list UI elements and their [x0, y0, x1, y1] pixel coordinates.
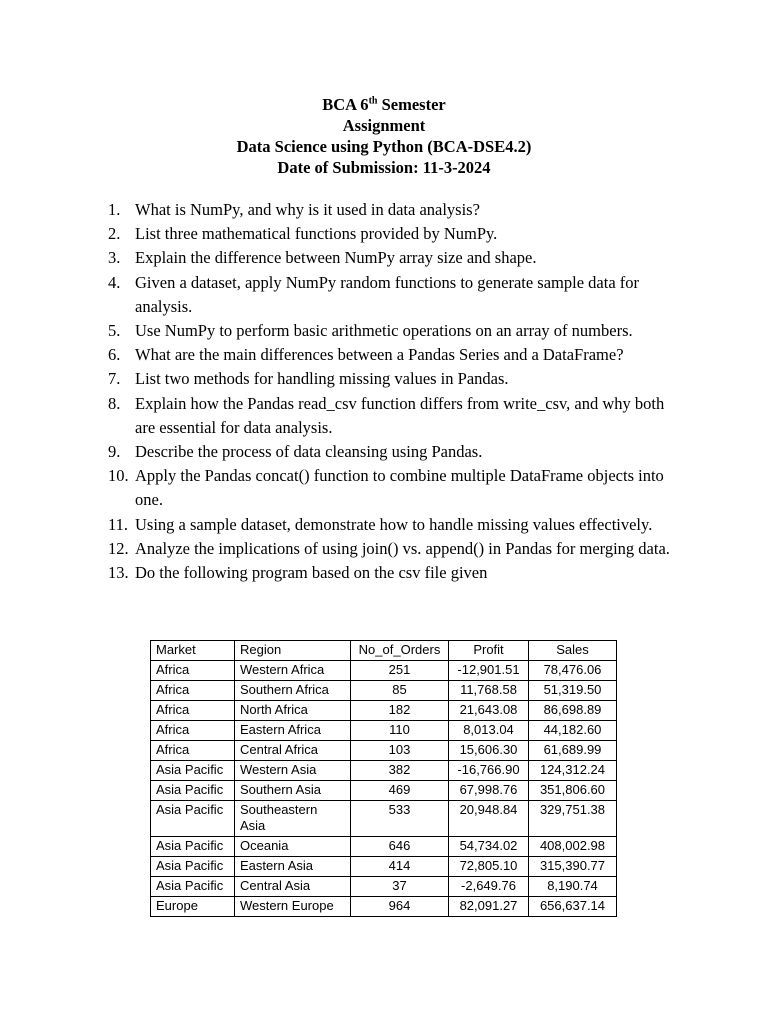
question-item	[108, 343, 678, 367]
question-item	[108, 271, 678, 319]
table-row	[151, 761, 617, 781]
cell-orders: 414	[351, 857, 449, 877]
question-item	[108, 222, 678, 246]
question-item	[108, 319, 678, 343]
table-row	[151, 837, 617, 857]
question-number: 6.	[108, 345, 121, 365]
question-text: What is NumPy, and why is it used in data analysis?	[135, 200, 480, 219]
column-header-region: Region	[235, 641, 351, 661]
question-number: 5.	[108, 321, 121, 341]
question-number: 10.	[108, 466, 129, 486]
table-row	[151, 877, 617, 897]
cell-sales: 329,751.38	[529, 801, 617, 837]
cell-sales: 61,689.99	[529, 741, 617, 761]
cell-market: Africa	[151, 701, 235, 721]
cell-sales: 51,319.50	[529, 681, 617, 701]
cell-profit: 72,805.10	[449, 857, 529, 877]
cell-market: Asia Pacific	[151, 837, 235, 857]
data-table	[150, 640, 617, 917]
cell-profit: 67,998.76	[449, 781, 529, 801]
question-number: 13.	[108, 563, 129, 583]
question-text: Apply the Pandas concat() function to combine multiple DataFrame objects into one.	[135, 466, 664, 510]
assignment-label: Assignment	[342, 116, 426, 135]
cell-region: Central Africa	[235, 741, 351, 761]
cell-sales: 78,476.06	[529, 661, 617, 681]
cell-profit: 11,768.58	[449, 681, 529, 701]
question-list	[108, 198, 678, 585]
column-header-orders: No_of_Orders	[351, 641, 449, 661]
table-row	[151, 897, 617, 917]
cell-region: Eastern Africa	[235, 721, 351, 741]
cell-profit: 8,013.04	[449, 721, 529, 741]
cell-region: North Africa	[235, 701, 351, 721]
table-row	[151, 681, 617, 701]
subject-title: Data Science using Python (BCA-DSE4.2)	[236, 137, 532, 156]
table-row	[151, 741, 617, 761]
cell-market: Africa	[151, 681, 235, 701]
question-number: 8.	[108, 393, 121, 413]
question-number: 11.	[108, 514, 129, 534]
cell-sales: 315,390.77	[529, 857, 617, 877]
cell-orders: 103	[351, 741, 449, 761]
cell-profit: -2,649.76	[449, 877, 529, 897]
question-item	[108, 537, 678, 561]
cell-market: Asia Pacific	[151, 761, 235, 781]
question-item	[108, 440, 678, 464]
question-item	[108, 367, 678, 391]
cell-orders: 964	[351, 897, 449, 917]
question-text: Explain the difference between NumPy array size and shape.	[135, 248, 537, 268]
cell-sales: 656,637.14	[529, 897, 617, 917]
table-row	[151, 801, 617, 837]
cell-region: Southeastern Asia	[235, 801, 351, 837]
cell-orders: 85	[351, 681, 449, 701]
cell-region: Central Asia	[235, 877, 351, 897]
assignment-header	[0, 94, 768, 178]
column-header-sales: Sales	[529, 641, 617, 661]
question-item	[108, 561, 678, 585]
question-text: List two methods for handling missing values in Pandas.	[135, 369, 509, 389]
course-title: BCA 6th Semester	[322, 95, 446, 114]
question-text: List three mathematical functions provided by NumPy.	[135, 224, 498, 244]
question-text: Analyze the implications of using join() vs. append() in Pandas for merging data.	[135, 538, 670, 558]
cell-profit: 15,606.30	[449, 741, 529, 761]
cell-orders: 110	[351, 721, 449, 741]
question-item	[108, 392, 678, 440]
cell-profit: -16,766.90	[449, 761, 529, 781]
submission-date: Date of Submission: 11-3-2024	[277, 158, 491, 177]
cell-sales: 86,698.89	[529, 701, 617, 721]
question-text: Explain how the Pandas read_csv function differs from write_csv, and why both are essential for data analysis.	[135, 393, 665, 437]
cell-region: Southern Asia	[235, 781, 351, 801]
cell-region: Western Africa	[235, 661, 351, 681]
cell-market: Europe	[151, 897, 235, 917]
question-text: Use NumPy to perform basic arithmetic operations on an array of numbers.	[135, 321, 633, 341]
cell-orders: 182	[351, 701, 449, 721]
cell-market: Africa	[151, 741, 235, 761]
cell-market: Africa	[151, 721, 235, 741]
cell-region: Southern Africa	[235, 681, 351, 701]
cell-sales: 124,312.24	[529, 761, 617, 781]
question-number: 12.	[108, 538, 129, 558]
cell-region: Western Europe	[235, 897, 351, 917]
question-number: 9.	[108, 442, 121, 462]
cell-orders: 469	[351, 781, 449, 801]
cell-sales: 351,806.60	[529, 781, 617, 801]
table-header-row	[151, 641, 617, 661]
question-number: 3.	[108, 248, 121, 268]
question-item	[108, 246, 678, 270]
question-number: 7.	[108, 369, 121, 389]
cell-region: Western Asia	[235, 761, 351, 781]
cell-market: Asia Pacific	[151, 781, 235, 801]
question-text: Do the following program based on the csv file given	[135, 563, 488, 583]
table-row	[151, 661, 617, 681]
cell-sales: 8,190.74	[529, 877, 617, 897]
question-text: Describe the process of data cleansing using Pandas.	[135, 442, 483, 462]
cell-orders: 382	[351, 761, 449, 781]
question-number: 4.	[108, 272, 121, 292]
cell-market: Africa	[151, 661, 235, 681]
cell-profit: -12,901.51	[449, 661, 529, 681]
cell-market: Asia Pacific	[151, 877, 235, 897]
question-item	[108, 513, 678, 537]
cell-profit: 20,948.84	[449, 801, 529, 837]
cell-region: Eastern Asia	[235, 857, 351, 877]
table-row	[151, 721, 617, 741]
cell-profit: 21,643.08	[449, 701, 529, 721]
cell-sales: 408,002.98	[529, 837, 617, 857]
column-header-market: Market	[151, 641, 235, 661]
cell-profit: 54,734.02	[449, 837, 529, 857]
cell-market: Asia Pacific	[151, 801, 235, 837]
question-item	[108, 198, 678, 222]
cell-orders: 37	[351, 877, 449, 897]
cell-sales: 44,182.60	[529, 721, 617, 741]
question-text: Given a dataset, apply NumPy random functions to generate sample data for analysis.	[135, 272, 640, 316]
cell-region: Oceania	[235, 837, 351, 857]
question-text: Using a sample dataset, demonstrate how to handle missing values effectively.	[135, 514, 653, 534]
column-header-profit: Profit	[449, 641, 529, 661]
table-row	[151, 857, 617, 877]
cell-profit: 82,091.27	[449, 897, 529, 917]
table-row	[151, 701, 617, 721]
question-number: 2.	[108, 224, 121, 244]
question-item	[108, 464, 678, 512]
table-row	[151, 781, 617, 801]
question-text: What are the main differences between a Pandas Series and a DataFrame?	[135, 345, 624, 365]
cell-orders: 646	[351, 837, 449, 857]
cell-orders: 533	[351, 801, 449, 837]
cell-orders: 251	[351, 661, 449, 681]
question-number: 1.	[108, 200, 121, 219]
cell-market: Asia Pacific	[151, 857, 235, 877]
